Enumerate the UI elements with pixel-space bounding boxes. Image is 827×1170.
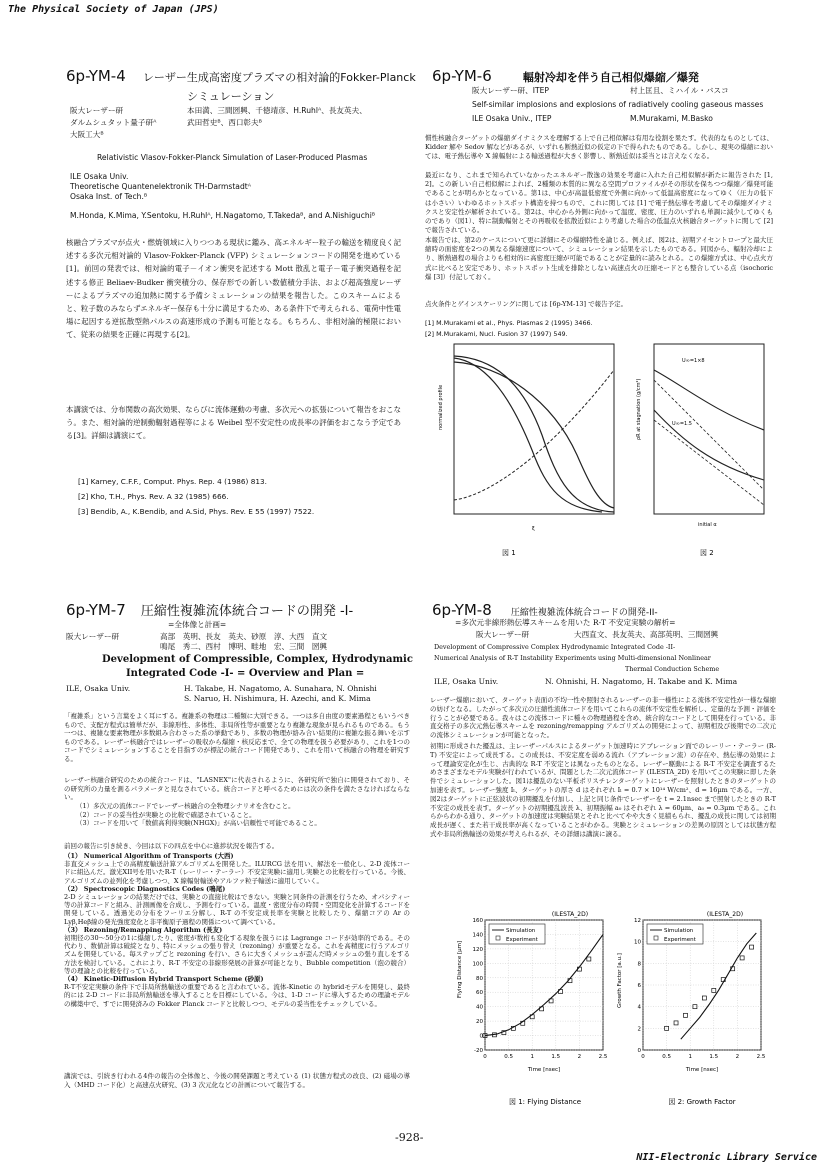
profile-curve-3 — [454, 362, 614, 508]
profile-curve-4 — [454, 370, 614, 500]
x-tick-label: 2.5 — [756, 1054, 766, 1060]
data-point-experiment — [683, 1013, 687, 1017]
authors-en: M.Murakami, M.Basko — [630, 114, 713, 123]
abstract-body-3: 本報告では、第2のケースについて更に詳細にその爆縮特性を論じる。例えば、図2は、初期アイセントロープと最大圧縮時の面密度を2つの異なる爆縮速度について、シミュレーション結果を示したものである。同図から、輻射冷却により、断熱過程の場合よりも相対的に高密度圧縮が可能であることが定量的に読みとれる。この爆縮方式は、中心点火方式に比べると安定であり、ホットスポット生成を排除としない高速点火の圧縮モードとも整合している点（isochoric 爆 [3]）付記しておく。 — [425, 236, 773, 281]
affiliation-en: ILE Osaka Univ., ITEP — [472, 114, 552, 123]
data-point-experiment — [740, 956, 744, 960]
y-tick-label: 160 — [472, 918, 483, 924]
plot-frame — [654, 344, 764, 514]
y-tick-label: 60 — [476, 990, 483, 997]
authors-en: H. Takabe, H. Nagatomo, A. Sunahara, N. Ohnishi S. Naruo, H. Nishimura, H. Azechi, and K. Mima — [184, 684, 377, 704]
profile-curve-2 — [454, 358, 602, 512]
abstract-title-jp: レーザー生成高密度プラズマの相対論的Fokker-Planck — [142, 71, 416, 84]
abstract-title-en: Development of Compressible, Complex, Hydrodynamic — [102, 654, 413, 665]
abstract-body: 核融合プラズマが点火・燃焼領域に入りつつある現状に鑑み、高エネルギー粒子の輸送を精度良く記述する多次元相対論的 Vlasov-Fokker-Planck (VFP) シミュレーションコードの開発を進めている[1]。前回の発表では、相対論的電子－イオン衝突を記述する Mott 散乱と電子－電子衝突過程を記述する修正 Beliaev-Budker 衝突積分の、保存形での新しい数値積分手法、および超高強度レーザーによるプラズマの追加熱に関する予備シミュレーションの結果を報告した。このスキームによると、粒子数のみならずエネルギー保存も十分に満足するため、ある条件下で考えられる、電荷中性電場に起因する逆拡散型熱パルスの高速形成の予測も可能となる。もちろん、非相対論的極限において、従来の結果を正確に再現する[2]。 — [66, 238, 401, 340]
y-tick-label: 12 — [634, 918, 641, 924]
curve-dashed-1 — [654, 380, 764, 490]
y-tick-label: 100 — [472, 961, 483, 968]
abstract-title-en-2: Numerical Analysis of R-T Instability Experiments using Multi-dimensional Nonlinear — [434, 654, 711, 662]
curve-dashed-2 — [654, 420, 764, 505]
abstract-title-en: Development of Compressive Complex Hydrodynamic Integrated Code -II- — [434, 643, 676, 651]
x-tick-label: 2 — [577, 1054, 582, 1060]
abstract-title-jp: 圧縮性複雑流体統合コードの開発 -I- — [140, 604, 354, 619]
affiliation-jp: 阪大レーザー研 ダルムシュタット量子研ᴬ 大阪工大ᴮ — [70, 106, 157, 140]
abstract-closing: 講演では、引続き行われる4件の報告の全体像と、今後の開発課題と考えている (1) 状態方程式の改良、(2) 磁場の導入（MHD コード化）と高速点火研究、(3) 3 次元化などの計画について報告する。 — [64, 1072, 410, 1089]
chart-legend — [489, 924, 545, 944]
authors-jp: 村上匡且、ミハイル・バスコ — [630, 86, 729, 95]
affiliation-jp: 阪大レーザー研 — [476, 630, 530, 639]
y-tick-label: 20 — [476, 1019, 483, 1026]
x-axis-label: initial α — [698, 522, 717, 528]
affiliation-jp: 阪大レーザー研、ITEP — [472, 86, 550, 95]
y-axis-label: ρR at stagnation (g/cm²) — [636, 378, 642, 440]
authors-en: N. Ohnishi, H. Nagatomo, H. Takabe and K. Mima — [545, 677, 738, 686]
curve-label-b: U∞=1.5 — [672, 421, 692, 427]
abstract-subtitle-jp: =多次元非線形熱伝導スキームを用いた R-T 不安定実験の解析= — [455, 618, 676, 627]
abstract-body-3: 前回の報告に引き続き、今回は以下の四点を中心に進捗状況を報告する。 — [64, 842, 279, 850]
abstract-title-en-2: Integrated Code -I- = Overview and Plan = — [126, 668, 365, 679]
abstract-body-2: 初期に形成された擾乱は、主レーザーパルスによるターゲット加速時にアブレーション面でのレーリー・テーラー (R-T) 不安定によって成長する。この成長は、不安定度を弱める流れ（アブレーション流）の存在や、熱伝導の効果によって理論安定化が生じ、古典的な R-T 不安定とは異なったものとなる。レーザー駆動による R-T 不安定を調査するためさまざまなモデル実験が行われているが、問題とした二次元流体コード (ILESTA_2D) を用いてこの実験に即した条件でシミュレーションした。図1は擾乱のない平板ポリスチレンターゲットにレーザーを照射したときのターゲットの加速を表す。レーザー強度 Iₗ、ターゲットの厚さ d はそれぞれ Iₗ = 0.7 × 10¹⁴ W/cm²、d = 16µm である。一方、図2はターゲットに正弦波状の初期擾乱を付加し、上記と同じ条件でレーザーを t = 2.1nsec まで照射したときの R-T 不安定の成長を表す。ターゲットの初期擾乱波長 λ、初期振幅 a₀ はそれぞれ λ = 60µm、a₀ = 0.3µm である。これらからわかる通り、ターゲットの加速度は実験結果とそれと比べてやや大きく見積もられ、擾乱の成長に関しては初期成長が遅く、また若干成長率が高くなっていることがわかる。実験とシミュレーションの差異の原因としては状態方程式や非局所熱輸送の効果が考えられるが、その詳細は講演に譲る。 — [430, 742, 776, 838]
x-tick-label: 0.5 — [662, 1054, 671, 1060]
abstract-body-2: 本講演では、分布関数の高次効果、ならびに流体運動の考慮、多次元への拡張について報告をおこなう。また、相対論的逆制動輻射過程等による Weibel 型不安定性の成長率の評価をおこなう予定である[3]。詳細は講演にて。 — [66, 405, 401, 441]
chart-growth-factor — [615, 908, 775, 1108]
data-point-experiment — [587, 957, 591, 961]
abstract-title-jp-line2: シミュレーション — [187, 90, 275, 103]
figure-caption: 図 1: Flying Distance — [508, 1098, 582, 1106]
chart-legend — [647, 924, 703, 944]
y-tick-label: 120 — [472, 946, 483, 953]
x-tick-label: 2.5 — [598, 1054, 608, 1060]
data-point-experiment — [702, 996, 706, 1000]
y-tick-label: 140 — [472, 932, 483, 939]
abstract-title-en: Self-similar implosions and explosions of radiatively cooling gaseous masses — [472, 100, 764, 109]
abstract-code: 6p-YM-7 — [66, 601, 126, 619]
chart-series — [483, 934, 603, 1037]
abstract-body: レーザー爆縮において、ターゲット表面の不均一性や照射されるレーザーの非一様性による流体不安定性が一様な爆縮の妨げとなる。したがって多次元の圧縮性流体コードを用いてこれらの流体不安定性を解析し、定量的な予測・評価を行うことが必要である。我々はこの流体コードに種々の物理過程を含め、統合的なコードとして開発を行っている。非直交格子の多次元熱伝導スキームを rezoning/remapping アルゴリズムの開発によって、初期相及び後期での二次元の流体シミュレーションが可能となった。 — [430, 696, 776, 740]
affiliation-jp: 阪大レーザー研 — [66, 632, 120, 641]
affiliation-en: ILE, Osaka Univ. — [66, 684, 131, 693]
plot-frame — [454, 344, 614, 514]
chart-tag: (ILESTA_2D) — [551, 911, 589, 918]
affiliation-en: ILE Osaka Univ. Theoretische Quantenelektronik TH-Darmstadtᴬ Osaka Inst. of Tech.ᴮ — [70, 172, 252, 202]
legend-label-simulation: Simulation — [664, 928, 694, 934]
authors-jp: 高部 英明、長友 英夫、砂原 淳、大西 直文 鳴尾 秀二、西村 博明、畦地 宏、三間 圀興 — [160, 632, 328, 652]
figure-caption: 図 1 — [502, 549, 516, 557]
figure-caption: 図 2 — [700, 549, 714, 557]
y-tick-label: 10 — [634, 939, 641, 946]
affiliation-en: ILE, Osaka Univ. — [434, 677, 499, 686]
curve-solid-2 — [654, 410, 764, 480]
chart-flying-distance — [455, 908, 610, 1108]
x-tick-labels — [483, 1054, 608, 1060]
abstract-title-en: Relativistic Vlasov-Fokker-Planck Simulation of Laser-Produced Plasmas — [97, 153, 368, 162]
x-tick-label: 1 — [530, 1054, 534, 1060]
abstract-body-4: 点火条件とゲインスケーリングに関しては [6p-YM-13] で報告予定。 — [425, 300, 628, 308]
authors-jp: 大西直文、長友英夫、高部英明、三間圀興 — [574, 630, 719, 639]
condition-list: （1）多次元の流体コードでレーザー核融合の全物理シナリオを含むこと。 （2）コードの妥当性が実験との比較で確認されていること。 （3）コードを用いて「数値高利得実験(NHGX)」が高い信頼性で可能であること。 — [76, 802, 321, 828]
y-tick-label: 2 — [637, 1026, 641, 1033]
y-tick-label: 6 — [637, 983, 641, 989]
y-tick-labels — [473, 918, 484, 1054]
chart-series — [665, 933, 757, 1039]
x-tick-label: 0.5 — [504, 1054, 513, 1060]
y-tick-label: 0 — [637, 1048, 641, 1054]
topic-list: （1） Numerical Algorithm of Transports (大西) 非直交メッシュ上での高精度輸送計算アルゴリズムを開発した。ILURCG 法を用い、解法を一般化し、2-D 流体コードに組込んだ。激光XII号を用いたR-T（レーリー・テーラー）不安定実験に適用し実験との比較を行っている。今後、アルゴリズムの並列化を考慮しつつ、X 線輻射輸送やアルファ粒子輸送に適用していく。 （2） Spectroscopic Diagnostics Codes (鳴尾) 2-D シミュレーションの結果だけでは、実験との直接比較はできない。実験と同条件の計測を行うため、オパシティー等の計算コードと組み、計測画像を合成し、予測を行っている。温度・密度分布の時間・空間変化を計算するコードを開発している。透過光の分布をフーリエ分解し、R-T の不安定成長率を実験と比較したり、爆縮コアの Ar の Lyβ,Heβ線の発光強度変化と非平衡原子過程の関係について調べている。 （3） Rezoning/Remapping Algorithm (長友) 初期径の30～50分の1に爆縮したり、密度が数桁も変化する現象を扱うには Lagrange コードが効率的である。その代わり、数値計算は破綻となり、特にメッシュの張り替え（rezoning）が重要となる。これを高精度に行うアルゴリズムを開発している。毎ステップごと rezoning を行い、さらに大きくメッシュが歪んだ時メッシュの張り直しをする方法を検討している。これにより、R-T 不安定の非線形発展の計算が可能となり、Bubble competition（泡の競合）等の理論との比較を行っている。 （4） Kinetic-Diffusion Hybrid Transport Scheme (砂原) R-T不安定実験の条件下で非局所熱輸送の重要であると言われている。流体-Kinetic の hybridモデルを開発し、最終的には 2-D コードに非局所熱輸送を導入することを目標にしている。今は、1-D コードに導入するための理論モデルの構築中で、すでに開発済みの Fokker Planck コードと比較しつつ、モデルの妥当性をチェックしている。 — [64, 852, 410, 1008]
x-tick-label: 1.5 — [551, 1054, 561, 1060]
figure-caption: 図 2: Growth Factor — [668, 1098, 736, 1106]
y-tick-label: 8 — [637, 961, 641, 968]
curve-label-a: U∞=1×8 — [682, 358, 705, 364]
reference-list: [1] M.Murakami et al., Phys. Plasmas 2 (1995) 3466. [2] M.Murakami, Nucl. Fusion 37 (1997) 549. — [425, 319, 593, 338]
y-tick-labels — [634, 918, 642, 1054]
x-axis-label: ξ — [532, 526, 535, 532]
y-tick-label: 0 — [479, 1033, 483, 1040]
y-tick-label: -20 — [474, 1048, 483, 1054]
abstract-body-2: 最近になり、これまで知られていなかったエネルギー散逸の効果を考慮に入れた自己相似解が新たに報告された [1, 2]。この新しい自己相似解によれば、2種類の本質的に異なる空間プロファイルがその形状を保ちつつ爆縮／爆発可能であることが明らかとなっている。第1は、中心が高温低密度で外側に向かって低温高密度になってゆく（圧力の低下は小さい）いわゆるホットスポット構造を持つもので、これに関しては [1] で電子熱伝導を考慮してその爆縮ダイナミクスと安定性が解析されている。第2は、中心から外側に向かって温度、密度、圧力のいずれも単調に減少してゆくものであり（図1）、特に制動輻射とその再吸収を拡散近似により考慮した場合の低温点火核融合ターゲットに関して [2] で報告されている。 — [425, 171, 773, 235]
curve-solid-1 — [654, 370, 764, 430]
abstract-subtitle-jp: =全体像と計画= — [168, 620, 227, 629]
profile-curve-1 — [454, 356, 614, 512]
x-tick-label: 0 — [641, 1054, 645, 1060]
data-point-experiment — [750, 945, 754, 949]
page-number: -928- — [395, 1131, 424, 1144]
y-axis-label: normalized profile — [438, 384, 444, 430]
x-axis-label: Time [nsec] — [527, 1067, 561, 1073]
y-tick-label: 80 — [476, 975, 483, 982]
abstract-code: 6p-YM-8 — [432, 601, 492, 619]
x-tick-labels — [641, 1054, 766, 1060]
figure-2-rhor — [632, 340, 772, 565]
abstract-title-en-3: Thermal Conduction Scheme — [625, 665, 720, 673]
authors-jp: 本田満、三間圀興、千徳靖彦、H.Ruhlᴬ、長友英夫、 武田哲史ᴮ、西口彰夫ᴮ — [187, 106, 367, 128]
y-tick-label: 4 — [637, 1004, 641, 1011]
abstract-title-jp: 圧縮性複雑流体統合コードの開発-II- — [510, 608, 658, 618]
x-tick-label: 2 — [735, 1054, 740, 1060]
data-point-experiment — [674, 1021, 678, 1025]
header-journal: The Physical Society of Japan (JPS) — [8, 4, 219, 15]
x-tick-label: 1.5 — [709, 1054, 719, 1060]
figure-1-profiles — [432, 340, 622, 565]
abstract-code: 6p-YM-6 — [432, 67, 492, 85]
legend-label-experiment: Experiment — [506, 937, 538, 943]
abstract-title-jp: 輻射冷却を伴う自己相似爆縮／爆発 — [522, 71, 699, 84]
series-line-simulation — [485, 934, 603, 1035]
abstract-body-2: レーザー核融合研究のための統合コードは、"LASNEX"に代表されるように、各研究所で独自に開発されており、その研究所の力量を測るパラメータと見なされている。統合コードと呼べるためには次の条件を満たさなければならない。 — [64, 776, 410, 802]
abstract-code: 6p-YM-4 — [66, 67, 126, 85]
abstract-body: 「複雑系」という言葉をよく耳にする。複雑系の物理は二種類に大別できる。一つは多自由度の要素過程ともいうべきもので、支配方程式は簡単だが、非線形性、多体性、非局所性等が重要となり複雑な現象が見られるものである。もう一つは、複雑な要素物理が多数組み合わさった系の挙動であり、多数の物理が絡み合い結果的に複雑な振る舞いを示すものである。レーザー核融合ではレーザーの吸収から爆縮・核反応まで、全ての物理を扱う必要があり、これを1つのコードでシミュレーションすることを目指すのが標記の統合コード開発であり、これを用いて核融合の物理を研究する。 — [64, 712, 410, 763]
authors-en: M.Honda, K.Mima, Y.Sentoku, H.Ruhlᴬ, H.Nagatomo, T.Takedaᴮ, and A.Nishiguchiᴮ — [70, 211, 376, 220]
x-tick-label: 1 — [688, 1054, 692, 1060]
legend-label-experiment: Experiment — [664, 937, 696, 943]
footer-service: NII-Electronic Library Service — [636, 1152, 817, 1163]
legend-label-simulation: Simulation — [506, 928, 536, 934]
y-tick-label: 40 — [476, 1004, 483, 1011]
x-tick-label: 0 — [483, 1054, 487, 1060]
reference-list: [1] Karney, C.F.F., Comput. Phys. Rep. 4 (1986) 813. [2] Kho, T.H., Phys. Rev. A 32 (1985) 666. [3] Bendib, A., K.Bendib, and A.Sid, Phys. Rev. E 55 (1997) 7522. — [78, 477, 315, 516]
series-line-simulation — [681, 933, 757, 1039]
y-axis-label: Growth Factor [a.u.] — [617, 953, 623, 1008]
y-axis-label: Flying Distance [µm] — [457, 940, 463, 998]
x-axis-label: Time [nsec] — [685, 1067, 719, 1073]
abstract-body: 慣性核融合ターゲットの爆縮ダイナミクスを理解する上で自己相似解は有用な役割を果たす。代表的なものとしては、Kidder 解や Sedov 解などがあるが、いずれも断熱近似の仮定の下で得られたものである。しかし、現実の爆縮においては、電子熱伝導や X 線輻射による輸送過程が大きく影響し、断熱近似は妥当とは言えなくなる。 — [425, 134, 773, 161]
chart-tag: (ILESTA_2D) — [706, 911, 744, 918]
